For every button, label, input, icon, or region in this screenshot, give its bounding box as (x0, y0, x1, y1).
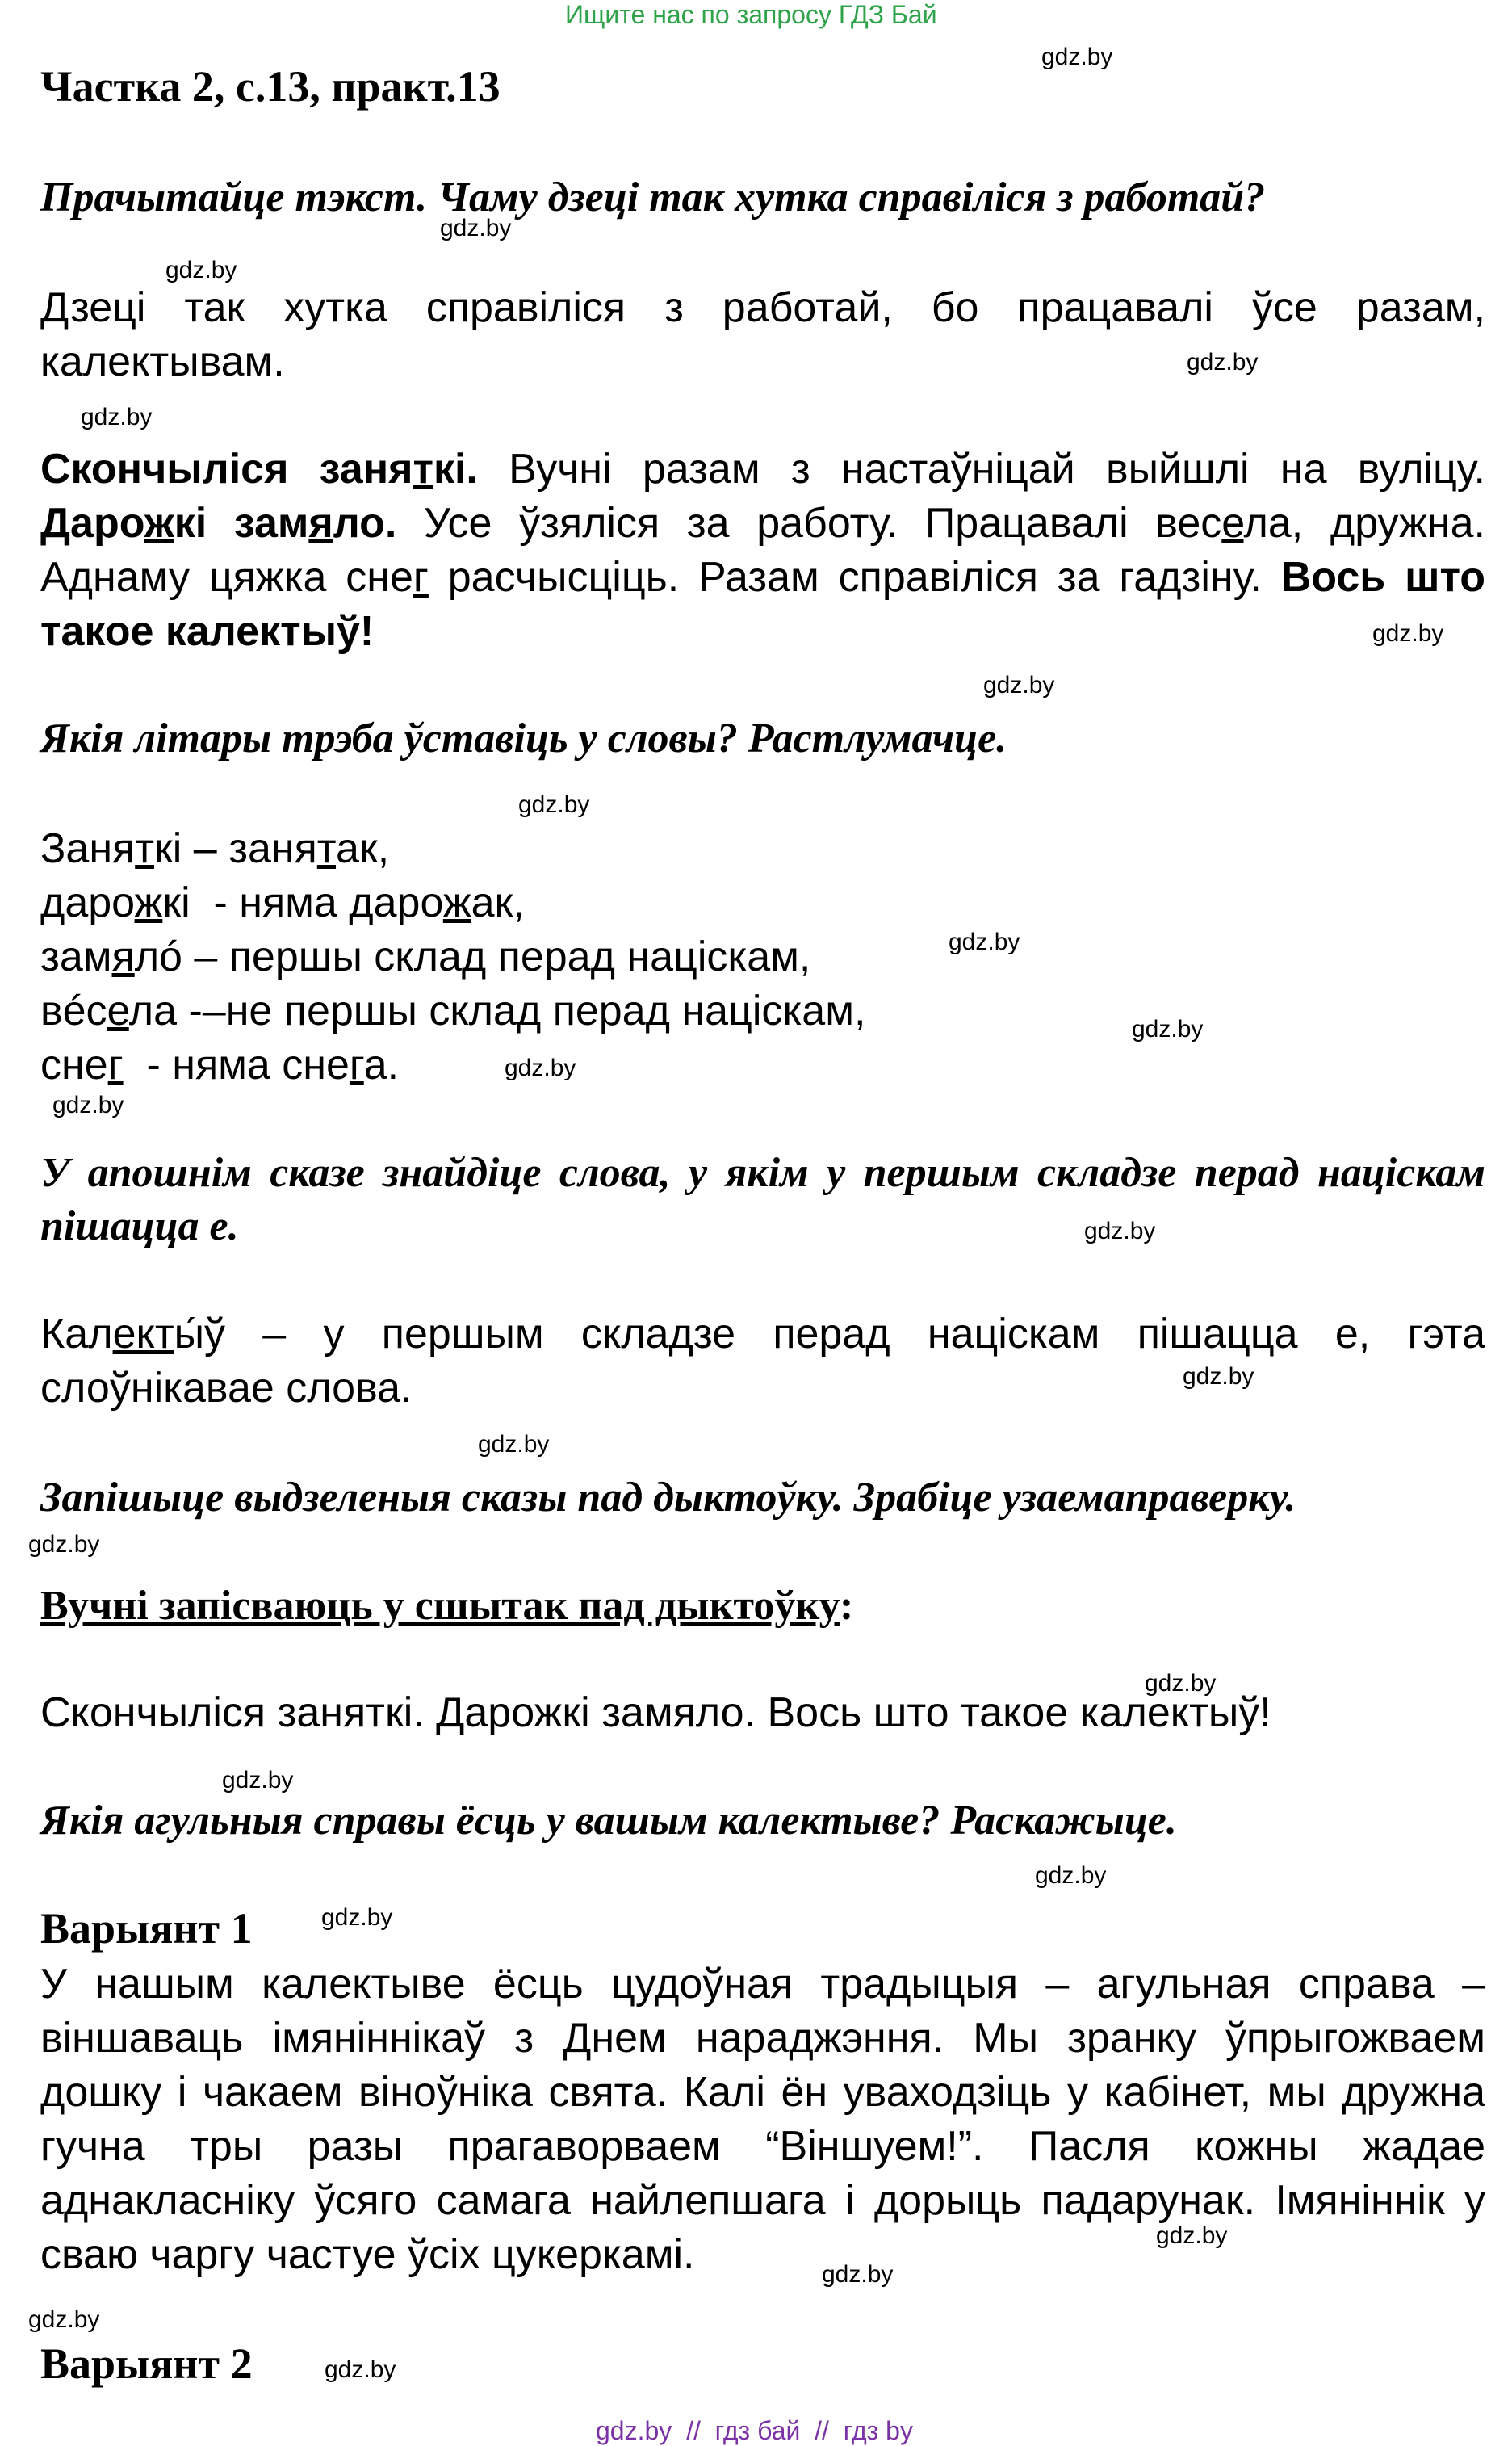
watermark: gdz.by (505, 1055, 576, 1081)
dictation-heading: Вучні запісваюць у сшытак пад дыктоўку: (40, 1583, 854, 1629)
watermark: gdz.by (1035, 1862, 1107, 1889)
variant-2-title: Варыянт 2 (40, 2339, 253, 2388)
bold-sentence-3: Вось што такое калектыў! (40, 554, 1485, 655)
watermark: gdz.by (165, 257, 237, 283)
watermark: gdz.by (1132, 1016, 1204, 1043)
site-banner-link[interactable]: Ищите нас по запросу ГДЗ Бай (565, 0, 937, 29)
watermark: gdz.by (81, 404, 153, 430)
page-title: Частка 2, с.13, практ.13 (40, 62, 501, 111)
answer-2-line-3: замялó – першы склад перад націскам, (40, 934, 811, 980)
watermark: gdz.by (1183, 1363, 1254, 1390)
watermark: gdz.by (440, 215, 512, 241)
watermark: gdz.by (321, 1904, 393, 1931)
question-1: Прачытайце тэкст. Чаму дзеці так хутка справіліся з работай? (40, 174, 1266, 220)
variant-1-title: Варыянт 1 (40, 1904, 253, 1953)
question-2: Якія літары трэба ўставіць у словы? Растлумачце. (40, 715, 1007, 761)
watermark: gdz.by (52, 1092, 124, 1118)
answer-2-line-4: вéсела -–не першы склад перад націскам, (40, 988, 866, 1034)
watermark: gdz.by (1156, 2222, 1228, 2249)
watermark: gdz.by (1187, 349, 1259, 376)
watermark: gdz.by (518, 791, 590, 818)
bold-sentence-1: Скончыліся заняткі. (40, 446, 478, 493)
question-4: Запішыце выдзеленыя сказы пад дыктоўку. Зрабіце узаемаправерку. (40, 1475, 1296, 1521)
watermark: gdz.by (28, 1531, 100, 1558)
watermark: gdz.by (28, 2306, 100, 2333)
watermark: gdz.by (983, 672, 1055, 699)
watermark: gdz.by (1372, 620, 1444, 647)
watermark: gdz.by (222, 1767, 294, 1794)
variant-1-text: У нашым калектыве ёсць цудоўная традыцыя – агульная справа – віншаваць імяніннікаў з Днем нараджэння. Мы зранку ўпрыгожваем дошку і чакаем віноўніка свята. Калі ён уваходзіць у кабінет, мы дружна гучна тры разы прагаворваем “Віншуем!”. Пасля кожны жадае аднакласніку ўсяго самага найлепшага і дорыць падарунак. Імяніннік у сваю чаргу частуе ўсіх цукеркамі. (40, 1961, 1485, 2278)
watermark: gdz.by (1041, 44, 1113, 70)
watermark: gdz.by (822, 2261, 894, 2288)
answer-2-line-1: Заняткі – занятак, (40, 825, 390, 872)
watermark: gdz.by (1145, 1670, 1217, 1697)
question-5: Якія агульныя справы ёсць у вашым калектыве? Раскажыце. (40, 1798, 1177, 1844)
watermark: gdz.by (949, 929, 1020, 955)
answer-2-line-2: дарожкі - няма дарожак, (40, 879, 525, 926)
watermark: gdz.by (478, 1431, 550, 1458)
watermark: gdz.by (325, 2356, 396, 2383)
footer-links[interactable]: gdz.by // гдз бай // гдз by (596, 2416, 913, 2445)
answer-2-line-5: снег - няма снега. (40, 1042, 400, 1089)
answer-1: Дзеці так хутка справіліся з работай, бо працавалі ўсе разам, калектывам. (40, 284, 1485, 385)
answer-3: Калекты́ў – у першым складзе перад націскам пішацца е, гэта слоўнікавае слова. (40, 1311, 1485, 1412)
text-paragraph: Скончыліся заняткі. Вучні разам з настаўніцай выйшлі на вуліцу. Дарожкі замяло. Усе ўзяліся за работу. Працавалі весела, дружна. Аднаму цяжка снег расчысціць. Разам справіліся за гадзіну. Вось што такое калектыў! (40, 446, 1485, 655)
question-3: У апошнім сказе знайдіце слова, у якім у першым складзе перад націскам пішацца е. (40, 1150, 1485, 1249)
bold-sentence-2: Дарожкі замяло. (40, 500, 397, 547)
watermark: gdz.by (1084, 1218, 1156, 1244)
dictation-text: Скончыліся заняткі. Дарожкі замяло. Вось што такое калектыў! (40, 1689, 1271, 1736)
